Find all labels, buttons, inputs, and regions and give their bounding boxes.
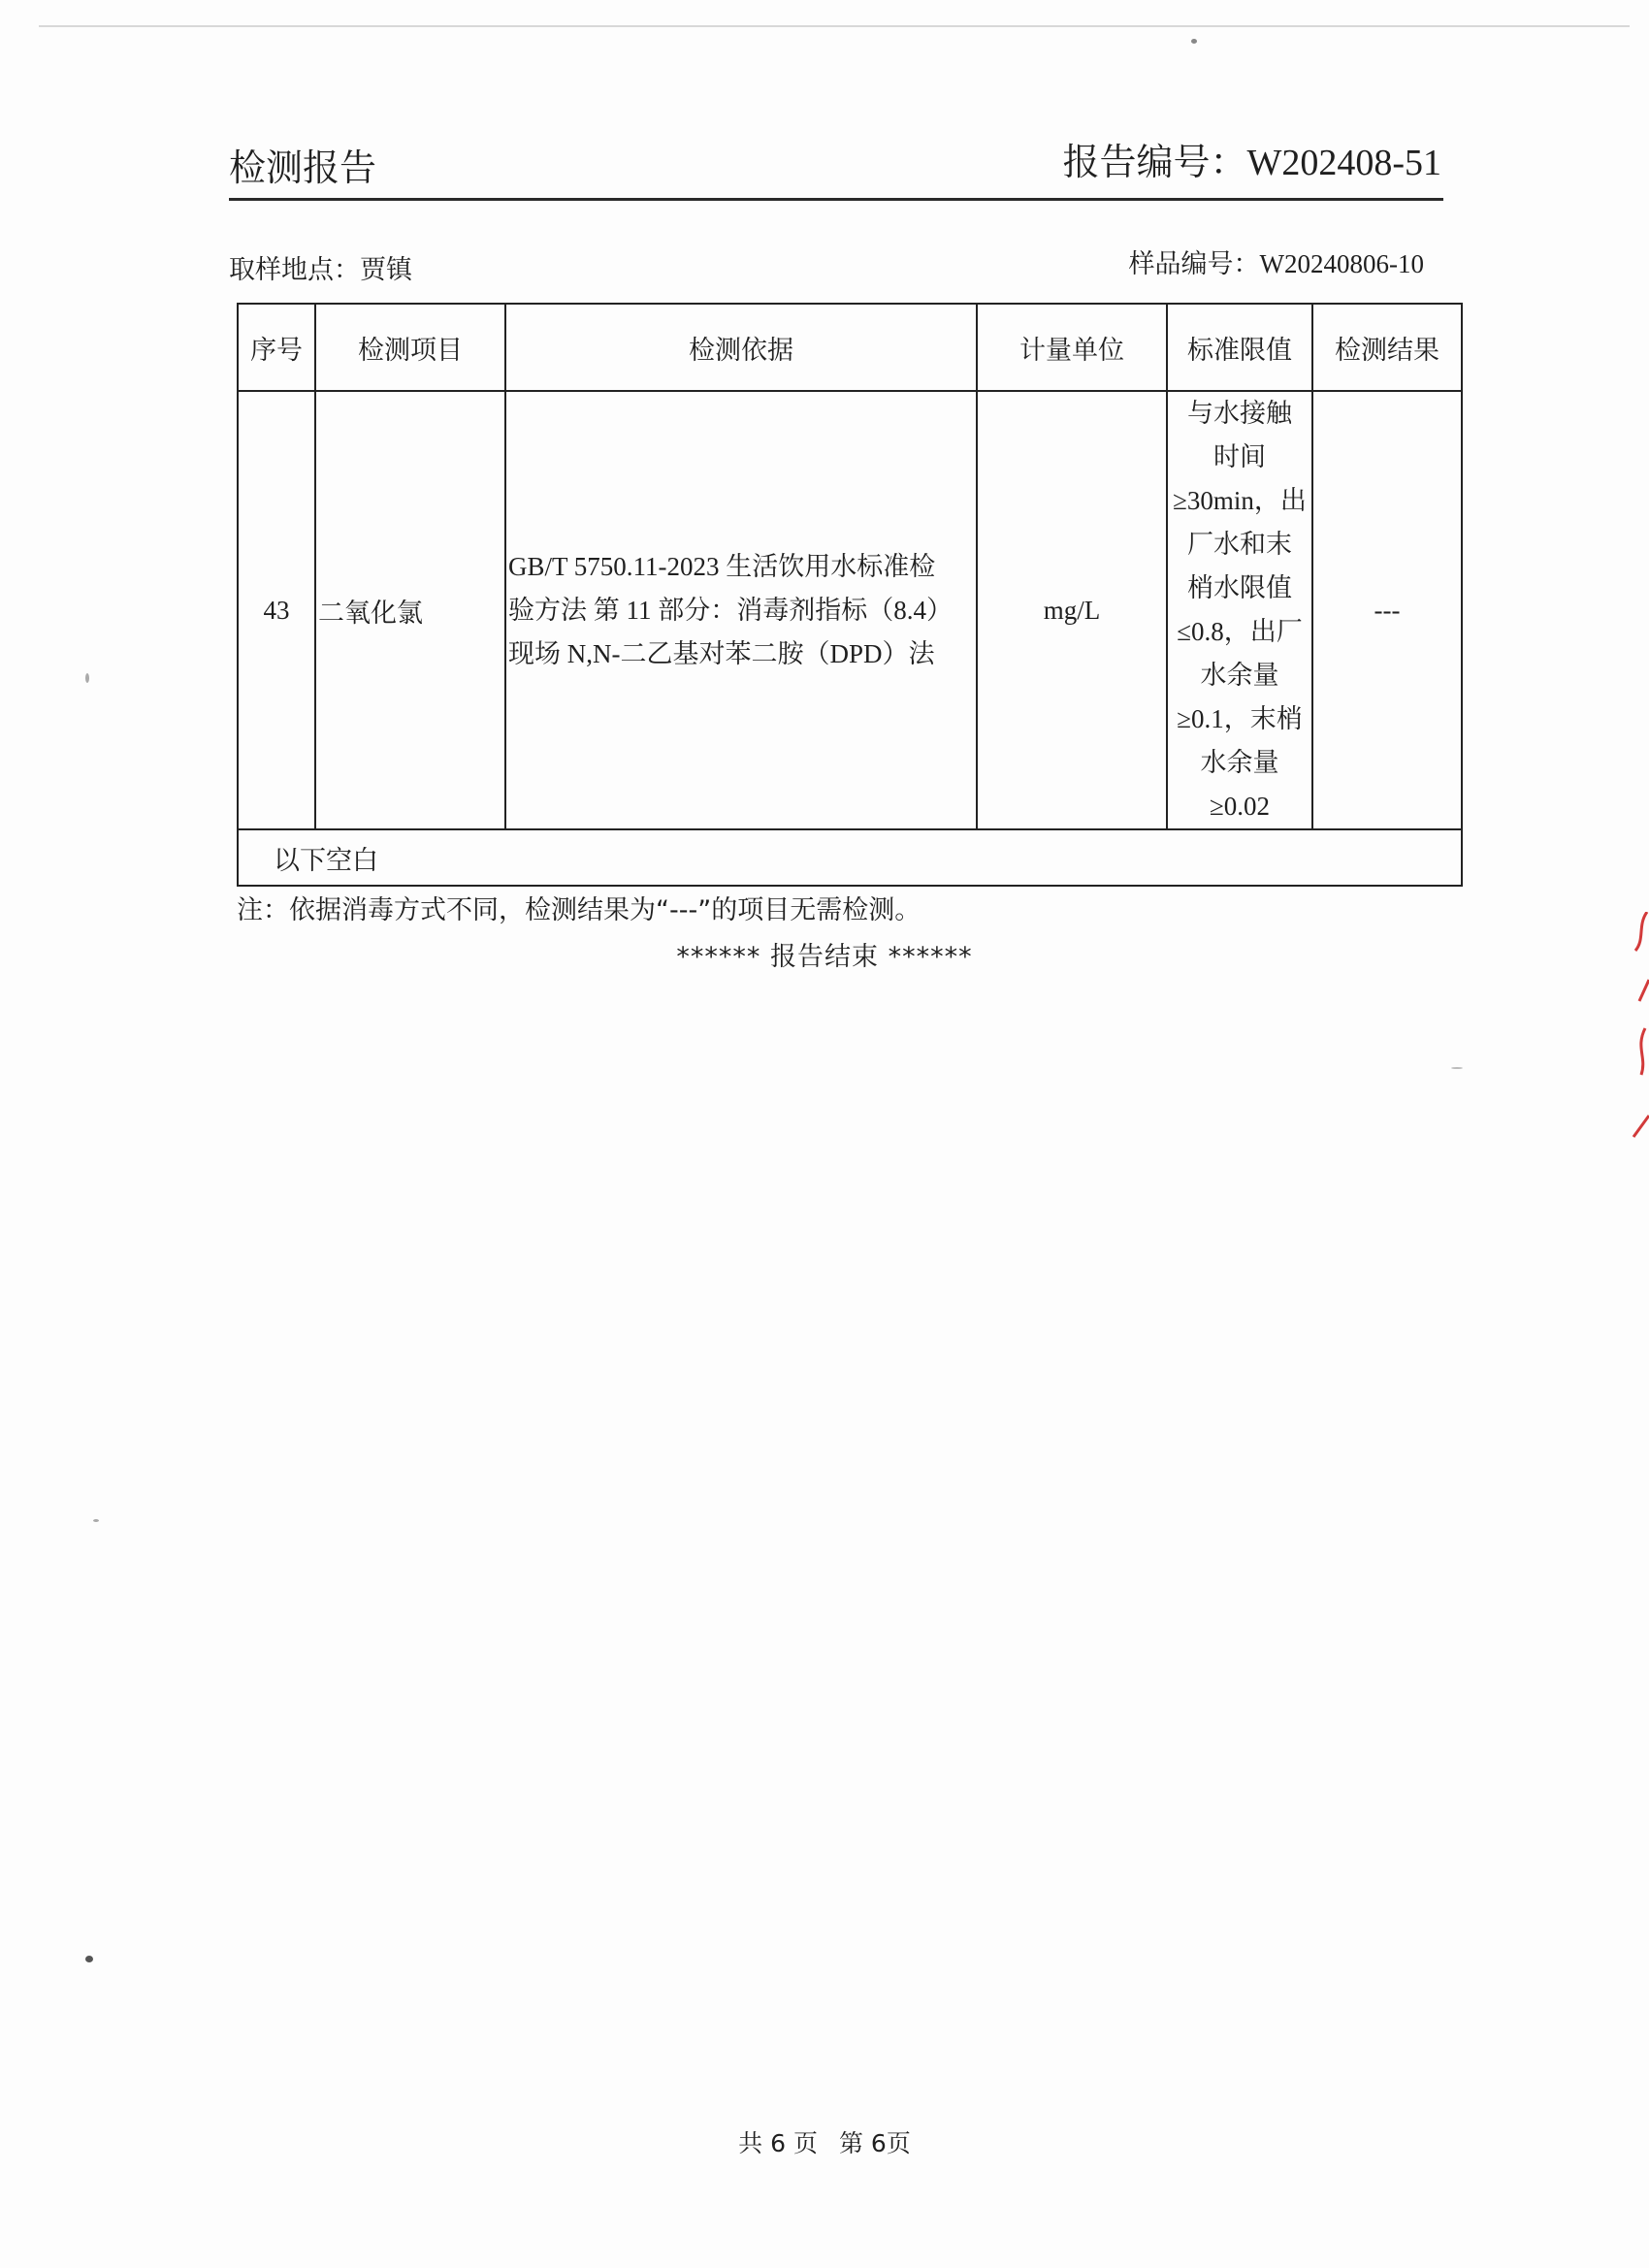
page-total: 共 6 页 bbox=[738, 2129, 818, 2157]
limit-line: 水余量 bbox=[1200, 661, 1279, 690]
table-row bbox=[238, 391, 1462, 829]
report-end-marker: ****** 报告结束 ****** bbox=[676, 942, 973, 972]
table-header-row bbox=[238, 304, 1462, 391]
footnote: 注：依据消毒方式不同，检测结果为“---”的项目无需检测。 bbox=[237, 895, 922, 925]
sample-number-value: W20240806-10 bbox=[1259, 249, 1424, 278]
scan-speck bbox=[1451, 1067, 1463, 1069]
scan-speck bbox=[85, 1956, 93, 1962]
cell-no: 43 bbox=[238, 391, 315, 829]
limit-line: ≥0.02 bbox=[1209, 792, 1271, 821]
column-header-item: 检测项目 bbox=[315, 304, 505, 391]
scan-speck bbox=[93, 1519, 99, 1522]
cell-result: --- bbox=[1312, 391, 1462, 829]
red-stamp-edge bbox=[1632, 912, 1649, 1164]
limit-line: ≤0.8，出厂 bbox=[1177, 617, 1303, 646]
blank-row bbox=[238, 829, 1462, 886]
results-table bbox=[237, 303, 1463, 887]
limit-line: 与水接触 bbox=[1187, 399, 1292, 428]
sampling-location bbox=[229, 248, 412, 286]
report-number bbox=[1062, 132, 1441, 185]
basis-line: GB/T 5750.11-2023 生活饮用水标准检 bbox=[508, 551, 936, 581]
column-header-limit: 标准限值 bbox=[1167, 304, 1312, 391]
scan-speck bbox=[1191, 39, 1197, 44]
limit-line: 水余量 bbox=[1200, 748, 1279, 777]
basis-line: 验方法 第 11 部分：消毒剂指标（8.4） bbox=[508, 595, 953, 625]
cell-limit bbox=[1167, 391, 1312, 829]
sample-number bbox=[1129, 243, 1424, 280]
limit-line: 梢水限值 bbox=[1187, 573, 1292, 602]
blank-note: 以下空白 bbox=[238, 829, 1462, 886]
limit-line: ≥30min，出 bbox=[1173, 486, 1307, 515]
page-current: 第 6页 bbox=[838, 2129, 911, 2157]
basis-line: 现场 N,N-二乙基对苯二胺（DPD）法 bbox=[508, 638, 935, 668]
limit-line: 厂水和末 bbox=[1187, 530, 1292, 559]
sampling-location-label: 取样地点： bbox=[229, 255, 360, 285]
limit-line: 时间 bbox=[1213, 442, 1266, 471]
scan-speck bbox=[85, 673, 89, 683]
column-header-no: 序号 bbox=[238, 304, 315, 391]
limit-line: ≥0.1，末梢 bbox=[1177, 704, 1303, 733]
report-number-value: W202408-51 bbox=[1246, 143, 1441, 183]
report-number-label: 报告编号： bbox=[1062, 143, 1247, 183]
cell-item: 二氧化氯 bbox=[315, 391, 505, 829]
page-footer bbox=[0, 2124, 1649, 2159]
column-header-result: 检测结果 bbox=[1312, 304, 1462, 391]
header-rule bbox=[229, 198, 1443, 201]
report-title: 检测报告 bbox=[229, 146, 377, 189]
sample-number-label: 样品编号： bbox=[1128, 249, 1260, 278]
scan-top-edge bbox=[39, 25, 1630, 27]
cell-basis bbox=[505, 391, 977, 829]
cell-unit: mg/L bbox=[977, 391, 1167, 829]
column-header-unit: 计量单位 bbox=[977, 304, 1167, 391]
column-header-basis: 检测依据 bbox=[505, 304, 977, 391]
sampling-location-value: 贾镇 bbox=[360, 255, 412, 285]
